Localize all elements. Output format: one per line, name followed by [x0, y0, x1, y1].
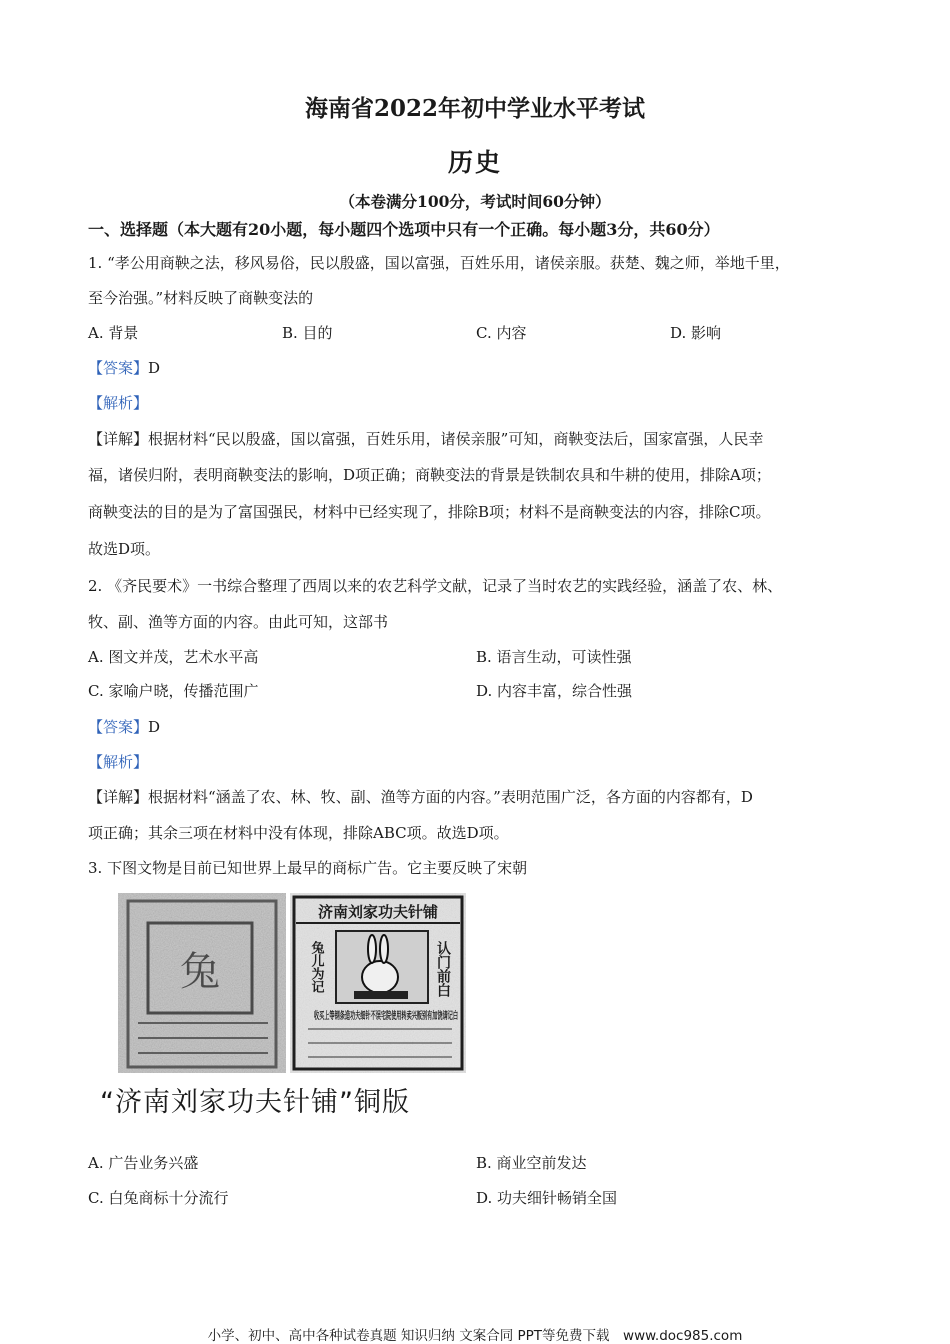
- q3-option-a: A. 广告业务兴盛: [88, 1154, 199, 1172]
- plate-body-text: 收买上等钢条造功夫细针不误宅院使用转卖兴贩别有加饶请记白: [314, 1011, 594, 1022]
- rabbit-icon: [336, 931, 428, 1003]
- detail-tag: 【详解】: [88, 788, 149, 806]
- plate-column-text: 认门前白: [435, 941, 451, 997]
- answer-value: D: [148, 359, 161, 377]
- left-panel-char: 兔: [180, 949, 220, 995]
- q1-option-c: C. 内容: [476, 324, 527, 342]
- q2-option-b: B. 语言生动，可读性强: [476, 648, 632, 666]
- plate-top-text: 济南刘家功夫针铺: [317, 903, 439, 921]
- q2-stem-line1: 2. 《齐民要术》一书综合整理了西周以来的农艺科学文献，记录了当时农艺的实践经验，涵盖了农、林、: [88, 577, 783, 595]
- q3-option-d: D. 功夫细针畅销全国: [476, 1189, 618, 1207]
- subject-title: 历史: [447, 148, 502, 177]
- q3-stem-line1: 3. 下图文物是目前已知世界上最早的商标广告。它主要反映了宋朝: [88, 859, 528, 877]
- figure-caption: “济南刘家功夫针铺”铜版: [100, 1087, 410, 1118]
- q1-option-a: A. 背景: [88, 324, 139, 342]
- exam-title: 海南省2022年初中学业水平考试: [304, 95, 645, 122]
- detail-text: 根据材料“涵盖了农、林、牧、副、渔等方面的内容。”表明范围广泛，各方面的内容都有，D: [148, 788, 753, 806]
- q2-option-c: C. 家喻户晓，传播范围广: [88, 682, 259, 700]
- q3-option-c: C. 白兔商标十分流行: [88, 1189, 229, 1207]
- answer-tag: 【答案】: [88, 359, 149, 377]
- copper-plate-figure: [118, 893, 594, 1073]
- q2-detail-line2: 项正确；其余三项在材料中没有体现，排除ABC项。故选D项。: [88, 824, 509, 842]
- q2-detail-line1: [88, 787, 753, 807]
- q1-stem-line1: 1. “孝公用商鞅之法，移风易俗，民以殷盛，国以富强，百姓乐用，诸侯亲服。获楚、魏之师，举地千里，: [88, 254, 790, 272]
- q1-option-b: B. 目的: [282, 324, 333, 342]
- q1-detail-line1: [88, 429, 763, 449]
- q2-option-a: A. 图文并茂，艺术水平高: [88, 648, 259, 666]
- left-rubbing-panel: [118, 893, 286, 1073]
- q1-option-d: D. 影响: [670, 324, 722, 342]
- q3-option-b: B. 商业空前发达: [476, 1154, 587, 1172]
- detail-tag: 【详解】: [88, 430, 149, 448]
- answer-tag: 【答案】: [88, 718, 149, 736]
- section-heading: 一、选择题（本大题有20小题，每小题四个选项中只有一个正确。每小题3分，共60分）: [88, 220, 720, 239]
- q1-detail-line2: 福，诸侯归附，表明商鞅变法的影响，D项正确；商鞅变法的背景是铁制农具和牛耕的使用，排除A项；: [88, 466, 771, 484]
- q1-detail-line3: 商鞅变法的目的是为了富国强民，材料中已经实现了，排除B项；材料不是商鞅变法的内容，排除C项。: [88, 503, 771, 521]
- q1-answer: [88, 358, 160, 378]
- page-footer: 小学、初中、高中各种试卷真题 知识归纳 文案合同 PPT等免费下载 www.doc985.com: [207, 1328, 743, 1344]
- exam-note: （本卷满分100分，考试时间60分钟）: [339, 192, 611, 211]
- q1-stem-line2: 至今治强。”材料反映了商鞅变法的: [88, 289, 314, 307]
- q2-option-d: D. 内容丰富，综合性强: [476, 682, 633, 700]
- answer-value: D: [148, 718, 161, 736]
- plate-side-text: 兔儿为记: [308, 941, 324, 993]
- detail-text: 根据材料“民以殷盛，国以富强，百姓乐用，诸侯亲服”可知，商鞅变法后，国家富强，人民幸: [148, 430, 764, 448]
- q1-analysis-tag: 【解析】: [88, 394, 149, 412]
- q2-stem-line2: 牧、副、渔等方面的内容。由此可知，这部书: [88, 613, 389, 631]
- q2-answer: [88, 717, 160, 737]
- right-plate-panel: [290, 893, 594, 1073]
- q2-analysis-tag: 【解析】: [88, 753, 149, 771]
- q1-detail-line4: 故选D项。: [88, 540, 161, 558]
